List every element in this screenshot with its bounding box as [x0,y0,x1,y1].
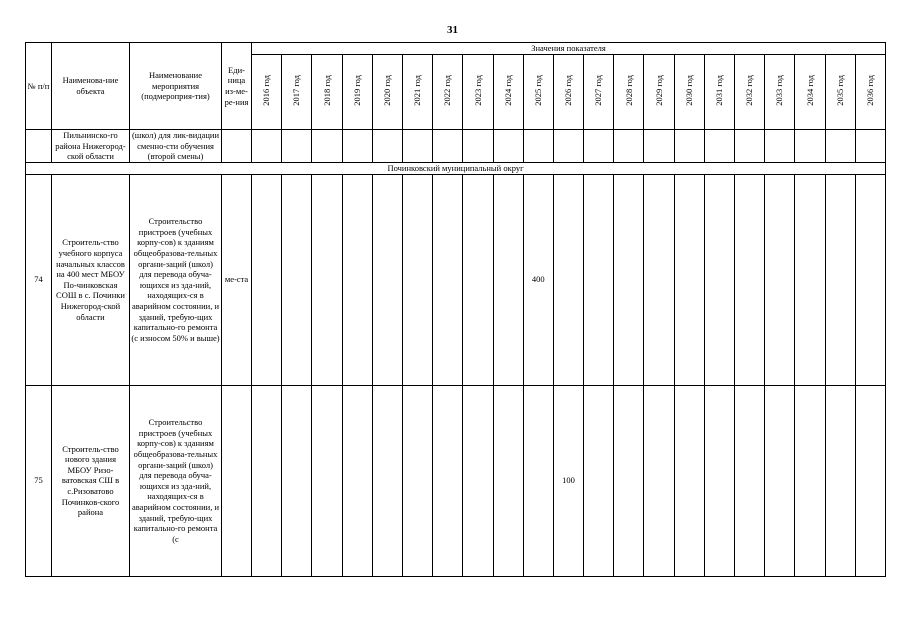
value-cell [493,174,523,385]
value-cell [614,385,644,576]
value-cell [855,385,885,576]
value-cell [825,385,855,576]
value-cell [584,130,614,163]
header-year [252,55,282,130]
value-cell [584,174,614,385]
header-year-label: 2031 год [714,75,725,107]
value-cell [493,385,523,576]
value-cell [765,130,795,163]
value-cell [342,385,372,576]
row-object: Строитель-ство нового здания МБОУ Ризо-ватовская СШ в с.Ризоватово Починков-ского района [52,385,130,576]
value-cell [704,174,734,385]
header-year-label: 2019 год [351,75,362,107]
header-year-label: 2024 год [502,75,513,107]
value-cell [252,174,282,385]
header-year-label: 2023 год [472,75,483,107]
value-cell [433,385,463,576]
header-year [704,55,734,130]
value-cell [463,130,493,163]
table-row [26,385,886,576]
value-cell [282,174,312,385]
value-cell [735,130,765,163]
value-cell [433,174,463,385]
value-cell [312,174,342,385]
value-cell [795,174,825,385]
value-cell [644,174,674,385]
header-year-label: 2036 год [865,75,876,107]
row-unit [222,385,252,576]
municipality-row [26,162,886,174]
value-cell [402,130,432,163]
value-cell [523,385,553,576]
value-cell [644,130,674,163]
header-year-label: 2027 год [593,75,604,107]
value-cell [523,130,553,163]
value-cell [312,385,342,576]
value-cell [402,174,432,385]
value-cell [674,385,704,576]
value-cell [674,130,704,163]
page-number: 31 [447,24,458,36]
municipality-label: Починковский муниципальный округ [26,162,886,174]
header-year [765,55,795,130]
value-cell [855,174,885,385]
value-cell [614,130,644,163]
header-year-label: 2018 год [321,75,332,107]
header-year [312,55,342,130]
value-cell [825,130,855,163]
value-cell [765,385,795,576]
value-cell [282,385,312,576]
header-year [463,55,493,130]
value-cell [735,385,765,576]
row-object: Строитель-ство учебного корпуса начальных классов на 400 мест МБОУ По-чинковская СОШ в с. Починки Нижегород-ской области [52,174,130,385]
header-num: № п/п [26,43,52,130]
value-cell [252,130,282,163]
value-cell [855,130,885,163]
value-cell [433,130,463,163]
header-year-label: 2032 год [744,75,755,107]
header-year [674,55,704,130]
header-year-label: 2026 год [563,75,574,107]
header-year [493,55,523,130]
header-values: Значения показателя [252,43,886,55]
value-cell [765,174,795,385]
header-year-label: 2017 год [291,75,302,107]
row-unit: ме-ста [222,174,252,385]
cont-num [26,130,52,163]
value-cell [372,385,402,576]
value-cell [282,130,312,163]
header-year-label: 2033 год [774,75,785,107]
value-cell [463,385,493,576]
header-year-label: 2029 год [653,75,664,107]
value-cell [493,130,523,163]
value-cell [584,385,614,576]
value-cell: 100 [553,385,583,576]
header-year [523,55,553,130]
value-cell: 400 [523,174,553,385]
header-year [795,55,825,130]
cont-measure: (школ) для лик-видации сменно-сти обучения (второй смены) [130,130,222,163]
header-unit: Еди-ница из-ме-ре-ния [222,43,252,130]
row-num: 75 [26,385,52,576]
value-cell [825,174,855,385]
header-year-label: 2022 год [442,75,453,107]
value-cell [553,174,583,385]
cont-object: Пильнинско-го района Нижегород-ской области [52,130,130,163]
header-year-label: 2035 год [834,75,845,107]
value-cell [735,174,765,385]
value-cell [372,130,402,163]
value-cell [463,174,493,385]
value-cell [795,130,825,163]
header-year-label: 2020 год [382,75,393,107]
header-year-label: 2030 год [683,75,694,107]
header-year-label: 2021 год [412,75,423,107]
header-year [735,55,765,130]
cont-unit [222,130,252,163]
value-cell [553,130,583,163]
value-cell [342,130,372,163]
header-object: Наименова-ние объекта [52,43,130,130]
header-year-label: 2034 год [804,75,815,107]
value-cell [372,174,402,385]
header-year [553,55,583,130]
header-year [372,55,402,130]
value-cell [795,385,825,576]
header-year-label: 2025 год [532,75,543,107]
row-measure: Строительство пристроев (учебных корпу-сов) к зданиям общеобразова-тельных органи-заций (школ) для перевода обуча-ющихся из зда-ний, находящих-ся в аварийном состоянии, и зданий, требую-щих капитально-го ремонта (с [130,385,222,576]
header-year-label: 2016 год [261,75,272,107]
table-row [26,174,886,385]
value-cell [704,385,734,576]
header-year-label: 2028 год [623,75,634,107]
table-row-continuation [26,130,886,163]
header-year [433,55,463,130]
value-cell [342,174,372,385]
header-measure: Наименование мероприятия (подмероприя-тия) [130,43,222,130]
header-year [855,55,885,130]
header-row-values [26,43,886,55]
row-num: 74 [26,174,52,385]
value-cell [674,174,704,385]
header-year [282,55,312,130]
value-cell [402,385,432,576]
header-year [825,55,855,130]
header-year [402,55,432,130]
value-cell [704,130,734,163]
value-cell [252,385,282,576]
indicator-table [25,42,886,577]
row-measure: Строительство пристроев (учебных корпу-сов) к зданиям общеобразова-тельных органи-заций (школ) для перевода обуча-ющихся из зда-ний, находящих-ся в аварийном состоянии, и зданий, требую-щих капитально-го ремонта (с износом 50% и выше) [130,174,222,385]
header-year [614,55,644,130]
header-year [584,55,614,130]
header-year [644,55,674,130]
value-cell [644,385,674,576]
header-year [342,55,372,130]
value-cell [614,174,644,385]
value-cell [312,130,342,163]
